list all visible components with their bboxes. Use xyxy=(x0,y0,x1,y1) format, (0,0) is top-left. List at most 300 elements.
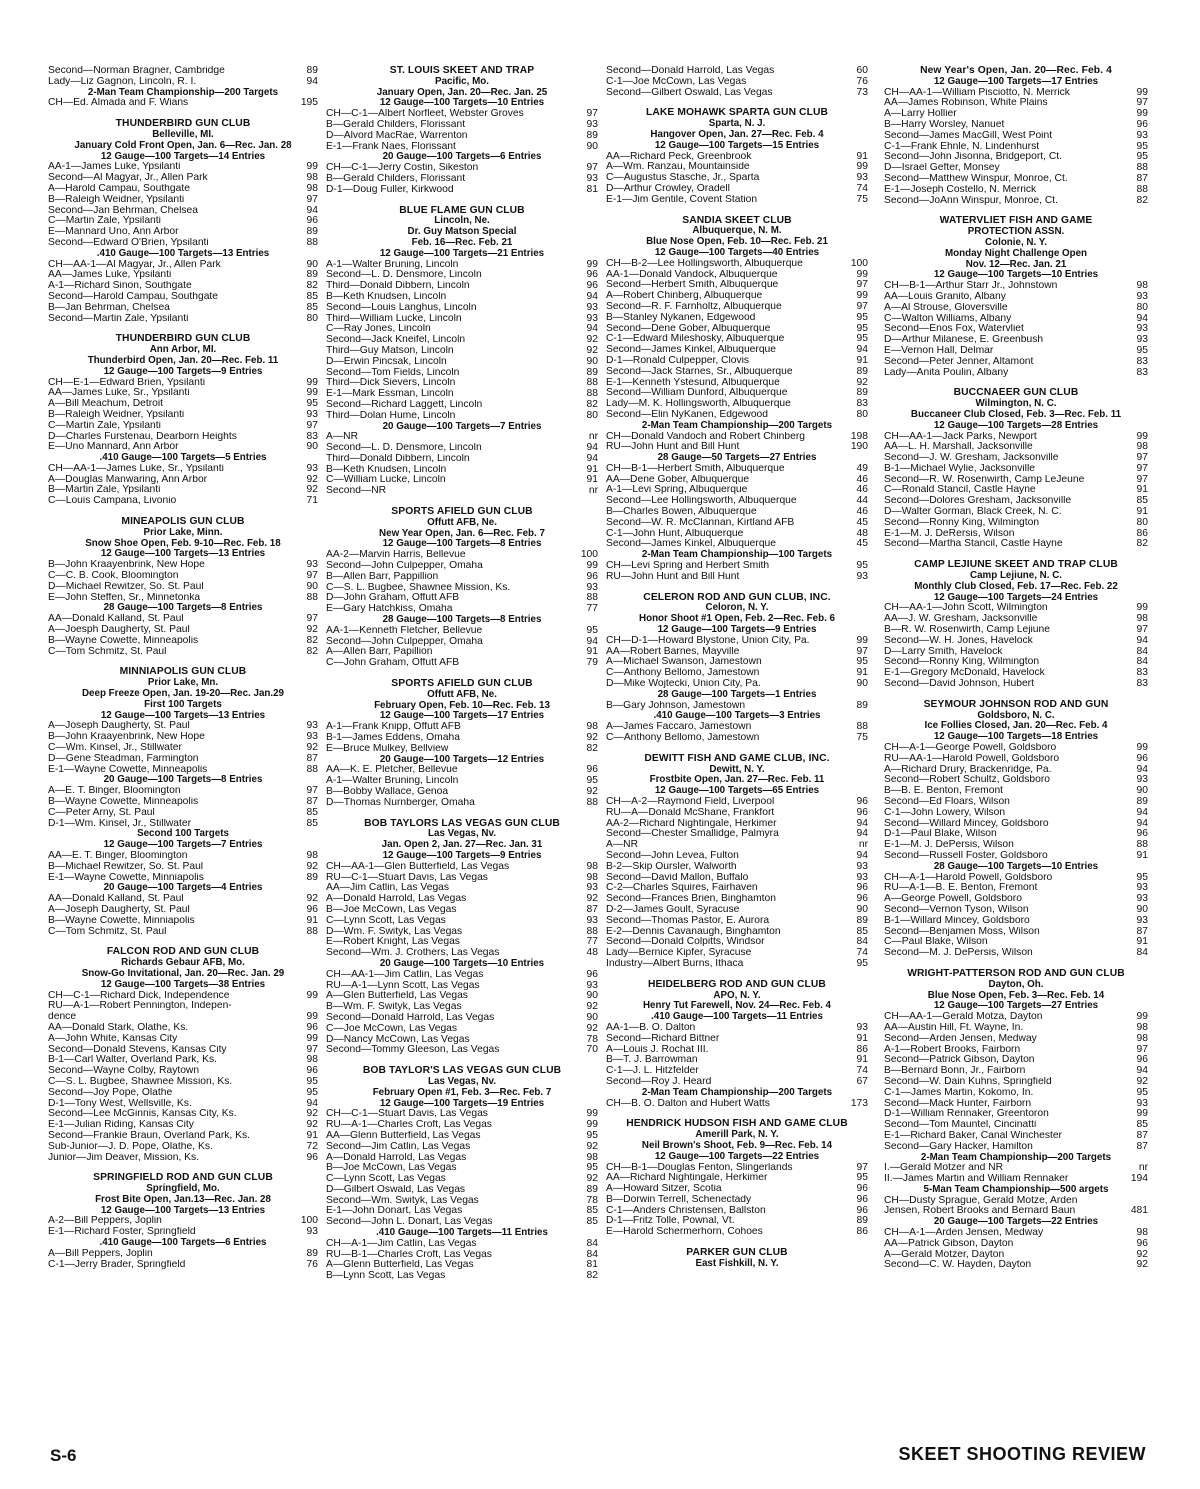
result-row xyxy=(48,1260,318,1271)
shooter-name: Second—W. Dain Kuhns, Springfield xyxy=(884,1076,1052,1087)
score: 99 xyxy=(586,560,598,572)
result-row xyxy=(884,636,1148,647)
shooter-name: AA-1—B. O. Dalton xyxy=(606,1022,696,1033)
shooter-name: Second—JoAnn Winspur, Monroe, Ct. xyxy=(884,195,1058,206)
result-row xyxy=(884,668,1148,679)
score: 97 xyxy=(856,645,868,657)
result-row xyxy=(48,1055,318,1066)
shooter-name: E—John Steffen, Sr., Minnetonka xyxy=(48,592,201,603)
result-row xyxy=(326,292,598,303)
score: 93 xyxy=(306,1226,318,1238)
result-row xyxy=(606,851,868,862)
shooter-name: Second—David Johnson, Hubert xyxy=(884,679,1034,690)
result-row xyxy=(48,571,318,582)
result-row xyxy=(48,421,318,432)
result-row xyxy=(48,797,318,808)
score: 89 xyxy=(1136,796,1148,807)
club-section xyxy=(606,1119,868,1238)
result-row xyxy=(884,937,1148,948)
shooter-name: C—Louis Campana, Livonio xyxy=(48,496,177,507)
shooter-name: A—Joesph Daugherty, St. Paul xyxy=(48,625,190,636)
shooter-name: Second—Tom Mauntel, Cincinatti xyxy=(884,1120,1037,1131)
shooter-name: B-1—Willard Mincey, Goldsboro xyxy=(884,915,1030,926)
event-subheading: 12 Gauge—100 Targets—65 Entries xyxy=(654,785,820,797)
shooter-name: Second—Jack Starnes, Sr., Albuquerque xyxy=(606,366,793,377)
event-subheading: New Year Open, Jan. 6—Rec. Feb. 7 xyxy=(379,527,545,539)
result-row xyxy=(326,883,598,894)
result-row xyxy=(48,485,318,496)
result-row xyxy=(326,1163,598,1174)
result-row xyxy=(48,916,318,927)
result-row xyxy=(48,1001,318,1012)
shooter-name: D—Mike Wojtecki, Union City, Pa. xyxy=(606,679,761,690)
result-row xyxy=(884,507,1148,518)
score: 90 xyxy=(306,580,318,592)
shooter-name: Second—Vernon Tyson, Wilson xyxy=(884,904,1029,915)
result-row xyxy=(606,485,868,496)
club-section xyxy=(48,947,318,1163)
score: 95 xyxy=(1136,151,1148,163)
result-row xyxy=(884,303,1148,314)
shooter-name: AA—Donald Kalland, St. Paul xyxy=(48,894,184,905)
event-subheading: Goldsboro, N. C. xyxy=(977,709,1055,721)
event-subheading: 12 Gauge—100 Targets—9 Entries xyxy=(382,849,542,861)
result-row xyxy=(326,120,598,131)
score: 94 xyxy=(1136,806,1148,818)
club-section xyxy=(48,1173,318,1270)
score: 72 xyxy=(306,1140,318,1152)
event-subheading: 12 Gauge—100 Targets—22 Entries xyxy=(654,1150,820,1162)
score: 85 xyxy=(856,925,868,937)
shooter-name: D—Israel Gefter, Monsey xyxy=(884,163,1000,174)
result-row xyxy=(884,829,1148,840)
result-row xyxy=(606,636,868,647)
shooter-name: C—John Graham, Offutt AFB xyxy=(326,658,460,669)
result-row xyxy=(326,443,598,454)
shooter-name: CH—A-1—Harold Powell, Goldsboro xyxy=(884,872,1053,883)
event-subheading: 12 Gauge—100 Targets—19 Entries xyxy=(379,1097,545,1109)
score: 96 xyxy=(586,280,598,292)
shooter-name: Second—Peter Jenner, Altamont xyxy=(884,356,1034,367)
event-subheading: .410 Gauge—100 Targets—3 Entries xyxy=(653,710,821,722)
score: 93 xyxy=(856,570,868,582)
score: 99 xyxy=(586,258,598,270)
result-row xyxy=(606,862,868,873)
event-subheading: Thunderbird Open, Jan. 20—Rec. Feb. 11 xyxy=(87,354,279,366)
score: 92 xyxy=(586,344,598,356)
score: 95 xyxy=(1136,344,1148,356)
result-row xyxy=(48,98,318,109)
shooter-name: C—C. B. Cook, Bloomington xyxy=(48,571,179,582)
shooter-name: B—Wayne Cowette, Minneapolis xyxy=(48,797,199,807)
shooter-name: Second—Tommy Gleeson, Las Vegas xyxy=(326,1045,500,1056)
event-subheading: 20 Gauge—100 Targets—22 Entries xyxy=(933,1216,1099,1228)
club-title: SPRINGFIELD ROD AND GUN CLUB xyxy=(93,1172,273,1184)
result-row xyxy=(884,1023,1148,1034)
club-section xyxy=(326,819,598,1057)
event-subheading: Colonie, N. Y. xyxy=(985,236,1047,248)
result-row xyxy=(48,862,318,873)
result-row xyxy=(326,185,598,196)
score: 97 xyxy=(856,1161,868,1173)
result-row xyxy=(606,572,868,583)
result-row xyxy=(606,378,868,389)
result-row xyxy=(48,162,318,173)
score: 93 xyxy=(306,559,318,571)
shooter-name: Second—Tom Fields, Lincoln xyxy=(326,367,460,378)
event-subheading: 20 Gauge—100 Targets—12 Entries xyxy=(379,753,545,765)
shooter-name: CH—AA-1—James Luke, Sr., Ypsilanti xyxy=(48,463,224,474)
score: 48 xyxy=(856,527,868,539)
shooter-name: Second—James MacGill, West Point xyxy=(884,130,1053,141)
event-subheading: Monday Night Challenge Open xyxy=(944,247,1088,259)
result-row xyxy=(48,743,318,754)
result-row xyxy=(48,1131,318,1142)
shooter-name: Lady—Liz Gagnon, Lincoln, R. I. xyxy=(48,76,197,87)
result-row xyxy=(884,98,1148,109)
score: 94 xyxy=(586,442,598,454)
shooter-name: A—Bill Meachum, Detroit xyxy=(48,399,164,410)
result-row xyxy=(326,798,598,809)
score: 87 xyxy=(306,796,318,807)
result-row xyxy=(884,324,1148,335)
score: 85 xyxy=(306,301,318,313)
result-row xyxy=(48,991,318,1002)
event-subheading: Amerill Park, N. Y. xyxy=(695,1129,779,1141)
shooter-name: CH—AA-1—Glen Butterfield, Las Vegas xyxy=(326,861,510,872)
event-subheading: 28 Gauge—100 Targets—8 Entries xyxy=(382,614,542,626)
shooter-name: C—Peter Arny, St. Paul xyxy=(48,807,155,818)
result-row xyxy=(884,1109,1148,1120)
score: 85 xyxy=(306,290,318,302)
score: 87 xyxy=(1136,172,1148,184)
shooter-name: Second—Arden Jensen, Medway xyxy=(884,1033,1037,1044)
score: 96 xyxy=(1136,1237,1148,1249)
shooter-name: Second—Russell Foster, Goldsboro xyxy=(884,850,1048,861)
shooter-name: CH—A-1—Arden Jensen, Medway xyxy=(884,1228,1044,1239)
score: 67 xyxy=(856,1075,868,1087)
shooter-name: D—Gene Steadman, Farmington xyxy=(48,753,199,764)
result-row xyxy=(326,937,598,948)
shooter-name: AA—Richard Nightingale, Herkimer xyxy=(606,1173,768,1184)
score: 92 xyxy=(306,624,318,636)
result-row xyxy=(326,1206,598,1217)
column-4 xyxy=(884,66,1148,1281)
event-subheading: 12 Gauge—100 Targets—15 Entries xyxy=(654,139,820,151)
event-subheading: Sparta, N. J. xyxy=(708,118,766,130)
result-row xyxy=(326,1002,598,1013)
shooter-name: CH—AA-1—Gerald Motza, Dayton xyxy=(884,1012,1043,1023)
club-title: BOB TAYLORS LAS VEGAS GUN CLUB xyxy=(364,817,560,829)
result-row xyxy=(606,1184,868,1195)
score: 96 xyxy=(586,764,598,776)
result-row xyxy=(884,131,1148,142)
shooter-name: Second—J. W. Gresham, Jacksonville xyxy=(884,453,1059,464)
club-section xyxy=(884,969,1148,1271)
result-row xyxy=(326,593,598,604)
result-row xyxy=(606,733,868,744)
score: 91 xyxy=(306,914,318,926)
result-row xyxy=(606,496,868,507)
shooter-name: B—John Kraayenbrink, New Hope xyxy=(48,560,205,571)
shooter-name: D—Arthur Crowley, Oradell xyxy=(606,183,730,194)
event-subheading: Nov. 12—Rec. Jan. 21 xyxy=(965,258,1067,270)
shooter-name: Second—Roy J. Heard xyxy=(606,1076,712,1087)
score: 96 xyxy=(306,1065,318,1077)
score: 96 xyxy=(586,570,598,582)
score: 97 xyxy=(1136,473,1148,485)
score: 94 xyxy=(1136,312,1148,324)
result-row xyxy=(606,948,868,959)
result-row xyxy=(606,937,868,948)
shooter-name: AA—Donald Kalland, St. Paul xyxy=(48,614,184,625)
event-subheading: 12 Gauge—100 Targets—13 Entries xyxy=(100,709,266,721)
score: 82 xyxy=(586,398,598,410)
score: 86 xyxy=(856,1043,868,1055)
result-row xyxy=(606,1034,868,1045)
shooter-name: C—Martin Zale, Ypsilanti xyxy=(48,420,161,431)
score: 89 xyxy=(306,1247,318,1259)
score: 92 xyxy=(1136,1075,1148,1087)
score: 81 xyxy=(586,183,598,195)
shooter-name: Lady—M. K. Hollingsworth, Albuquerque xyxy=(606,399,791,410)
result-row xyxy=(884,1250,1148,1261)
shooter-name: AA—Patrick Gibson, Dayton xyxy=(884,1238,1014,1249)
score: 93 xyxy=(586,301,598,313)
score: 91 xyxy=(856,354,868,366)
shooter-name: A—George Powell, Goldsboro xyxy=(884,894,1022,905)
shooter-name: D—Arthur Milanese, E. Greenbush xyxy=(884,335,1044,346)
event-subheading: January Open, Jan. 20—Rec. Jan. 25 xyxy=(376,86,548,98)
score: 97 xyxy=(1136,462,1148,474)
event-subheading: .410 Gauge—100 Targets—5 Entries xyxy=(99,452,267,464)
result-row xyxy=(606,1163,868,1174)
score: 90 xyxy=(306,441,318,453)
result-row xyxy=(326,572,598,583)
result-row xyxy=(606,668,868,679)
event-subheading: Springfield, Mo. xyxy=(146,1183,220,1195)
result-row xyxy=(326,970,598,981)
result-row xyxy=(326,1024,598,1035)
event-subheading: Wilmington, N. C. xyxy=(975,398,1057,410)
shooter-name: CH—Ed. Almada and F. Wians xyxy=(48,98,189,109)
result-row xyxy=(326,465,598,476)
shooter-name: AA—J. W. Gresham, Jacksonville xyxy=(884,614,1038,625)
score: 98 xyxy=(586,871,598,883)
shooter-name: A—Donald Harrold, Las Vegas xyxy=(326,894,467,905)
score: 93 xyxy=(1136,914,1148,926)
shooter-name: I.—Gerald Motzer and NR xyxy=(884,1163,1004,1174)
result-row xyxy=(326,550,598,561)
score: 44 xyxy=(856,495,868,507)
score: 195 xyxy=(300,97,318,109)
score: 96 xyxy=(1136,1054,1148,1066)
result-row xyxy=(326,1239,598,1250)
club-section xyxy=(48,66,318,109)
result-row xyxy=(884,88,1148,99)
result-row xyxy=(606,883,868,894)
score: 81 xyxy=(586,1259,598,1271)
shooter-name: Second—Jim Catlin, Las Vegas xyxy=(326,1141,471,1152)
score: 87 xyxy=(1136,1129,1148,1141)
shooter-name: Second—Wayne Colby, Raytown xyxy=(48,1066,200,1077)
score: 98 xyxy=(306,172,318,184)
shooter-name: Second—Ed Floars, Wilson xyxy=(884,797,1010,807)
result-row xyxy=(48,905,318,916)
shooter-name: D-1—Wm. Kinsel, Jr., Stillwater xyxy=(48,818,192,829)
score: 99 xyxy=(856,290,868,302)
result-row xyxy=(48,227,318,238)
score: 91 xyxy=(856,1054,868,1066)
club-section xyxy=(48,667,318,937)
result-row xyxy=(606,905,868,916)
result-row xyxy=(606,927,868,938)
score: 46 xyxy=(856,473,868,485)
result-row xyxy=(884,808,1148,819)
score: 95 xyxy=(856,322,868,334)
score: 77 xyxy=(586,936,598,948)
club-title: MINEAPOLIS GUN CLUB xyxy=(121,516,245,528)
result-row xyxy=(884,485,1148,496)
score: 99 xyxy=(856,161,868,173)
shooter-name: Jensen, Robert Brooks and Bernard Baun xyxy=(884,1206,1076,1217)
score: 92 xyxy=(586,786,598,797)
score: 93 xyxy=(856,871,868,883)
shooter-name: Third—Guy Matson, Lincoln xyxy=(326,345,454,356)
event-subheading: 12 Gauge—100 Targets—24 Entries xyxy=(933,591,1099,603)
shooter-name: CH—A-1—George Powell, Goldsboro xyxy=(884,743,1057,754)
result-row xyxy=(884,142,1148,153)
result-row xyxy=(606,77,868,88)
shooter-name: E-1—Frank Naes, Florissant xyxy=(326,141,456,152)
event-subheading: .410 Gauge—100 Targets—6 Entries xyxy=(99,1237,267,1249)
event-subheading: Second 100 Targets xyxy=(137,828,229,840)
score: 95 xyxy=(856,656,868,668)
shooter-name: CH—AA-1—Jack Parks, Newport xyxy=(884,431,1037,442)
club-title: SPORTS AFIELD GUN CLUB xyxy=(391,506,533,518)
shooter-name: A—Michael Swanson, Jamestown xyxy=(606,657,762,668)
shooter-name: RU—C-1—Stuart Davis, Las Vegas xyxy=(326,872,488,883)
event-subheading: 12 Gauge—100 Targets—13 Entries xyxy=(100,1204,266,1216)
shooter-name: Second—NR xyxy=(326,486,387,497)
result-row xyxy=(326,1174,598,1185)
score: 84 xyxy=(586,1237,598,1249)
shooter-name: AA—Richard Peck, Greenbrook xyxy=(606,151,752,162)
shooter-name: Second—Harold Campau, Southgate xyxy=(48,291,219,302)
result-row xyxy=(326,109,598,120)
shooter-name: CH—AA-1—John Scott, Wilmington xyxy=(884,603,1048,614)
shooter-name: C—Anthony Bellomo, Jamestown xyxy=(606,668,760,679)
shooter-name: RU—A-1—Lynn Scott, Las Vegas xyxy=(326,980,480,991)
score: 80 xyxy=(306,312,318,324)
score: 80 xyxy=(856,408,868,420)
score: 87 xyxy=(586,903,598,915)
result-row xyxy=(884,679,1148,690)
score: 99 xyxy=(306,1011,318,1023)
result-row xyxy=(326,260,598,271)
score: 92 xyxy=(306,893,318,905)
shooter-name: Second—Donald Stevens, Kansas City xyxy=(48,1044,227,1055)
score: 94 xyxy=(586,635,598,647)
result-row xyxy=(884,368,1148,379)
shooter-name: C-1—John Lowery, Wilson xyxy=(884,807,1006,818)
result-row xyxy=(606,367,868,378)
result-row xyxy=(48,399,318,410)
result-row xyxy=(48,432,318,443)
score: 95 xyxy=(856,560,868,572)
shooter-name: Second—Louis Langhus, Lincoln xyxy=(326,302,477,313)
shooter-name: Second—Jack Kneifel, Lincoln xyxy=(326,335,466,346)
score: 83 xyxy=(1136,366,1148,378)
shooter-name: CH—B-1—Douglas Fenton, Slingerlands xyxy=(606,1162,793,1173)
score: 99 xyxy=(306,989,318,1001)
shooter-name: D—Walter Gorman, Black Creek, N. C. xyxy=(884,507,1062,518)
shooter-name: A—NR xyxy=(326,432,359,443)
result-row xyxy=(326,378,598,389)
shooter-name: A—Donald Harrold, Las Vegas xyxy=(326,1152,467,1163)
shooter-name: RU—A-1—Charles Croft, Las Vegas xyxy=(326,1120,492,1131)
score: 93 xyxy=(306,731,318,743)
score: 93 xyxy=(586,172,598,184)
shooter-name: C—Ray Jones, Lincoln xyxy=(326,324,431,335)
shooter-name: Second—David Mallon, Buffalo xyxy=(606,872,749,883)
shooter-name: AA-1—Donald Vandock, Albuquerque xyxy=(606,269,778,280)
score: 97 xyxy=(1136,1043,1148,1055)
score: 74 xyxy=(856,182,868,194)
shooter-name: Second—Lee McGinnis, Kansas City, Ks. xyxy=(48,1109,237,1120)
club-section xyxy=(48,517,318,657)
shooter-name: A-1—Walter Bruning, Lincoln xyxy=(326,259,459,270)
score: 89 xyxy=(586,129,598,141)
score: 89 xyxy=(306,65,318,76)
club-title: FALCON ROD AND GUN CLUB xyxy=(106,946,260,958)
result-row xyxy=(48,410,318,421)
result-row xyxy=(606,1227,868,1238)
score: 92 xyxy=(306,484,318,496)
score: 89 xyxy=(306,269,318,281)
shooter-name: CH—Levi Spring and Herbert Smith xyxy=(606,561,770,572)
shooter-name: Second—Frances Brien, Binghamton xyxy=(606,894,776,905)
club-title: New Year's Open, Jan. 20—Rec. Feb. 4 xyxy=(920,65,1112,76)
result-row xyxy=(884,196,1148,207)
score: 80 xyxy=(1136,516,1148,528)
result-row xyxy=(606,475,868,486)
event-subheading: Henry Tut Farewell, Nov. 24—Rec. Feb. 4 xyxy=(642,1000,831,1012)
shooter-name: CH—C-1—Jerry Costin, Sikeston xyxy=(326,163,479,174)
score: 92 xyxy=(586,1173,598,1185)
event-subheading: Ann Arbor, MI. xyxy=(149,344,217,356)
shooter-name: CH—A-2—Raymond Field, Liverpool xyxy=(606,797,775,807)
shooter-name: CH—B-1—Herbert Smith, Albuquerque xyxy=(606,463,785,474)
result-row xyxy=(606,1216,868,1227)
score: 93 xyxy=(1136,893,1148,905)
score: 98 xyxy=(1136,1032,1148,1044)
score: 99 xyxy=(306,376,318,388)
score: 85 xyxy=(586,1205,598,1217)
result-row xyxy=(884,873,1148,884)
result-row xyxy=(606,88,868,99)
result-row xyxy=(326,400,598,411)
shooter-name: Second—Herbert Smith, Albuquerque xyxy=(606,280,779,291)
shooter-name: AA—K. E. Pletcher, Bellevue xyxy=(326,765,458,776)
score: 82 xyxy=(1136,538,1148,550)
event-subheading: 12 Gauge—100 Targets—38 Entries xyxy=(100,978,266,990)
shooter-name: Second—Joy Pope, Olathe xyxy=(48,1087,173,1098)
shooter-name: A—Bill Peppers, Joplin xyxy=(48,1248,153,1259)
result-row xyxy=(884,1034,1148,1045)
event-subheading: Dewitt, N. Y. xyxy=(709,763,765,775)
result-row xyxy=(48,292,318,303)
